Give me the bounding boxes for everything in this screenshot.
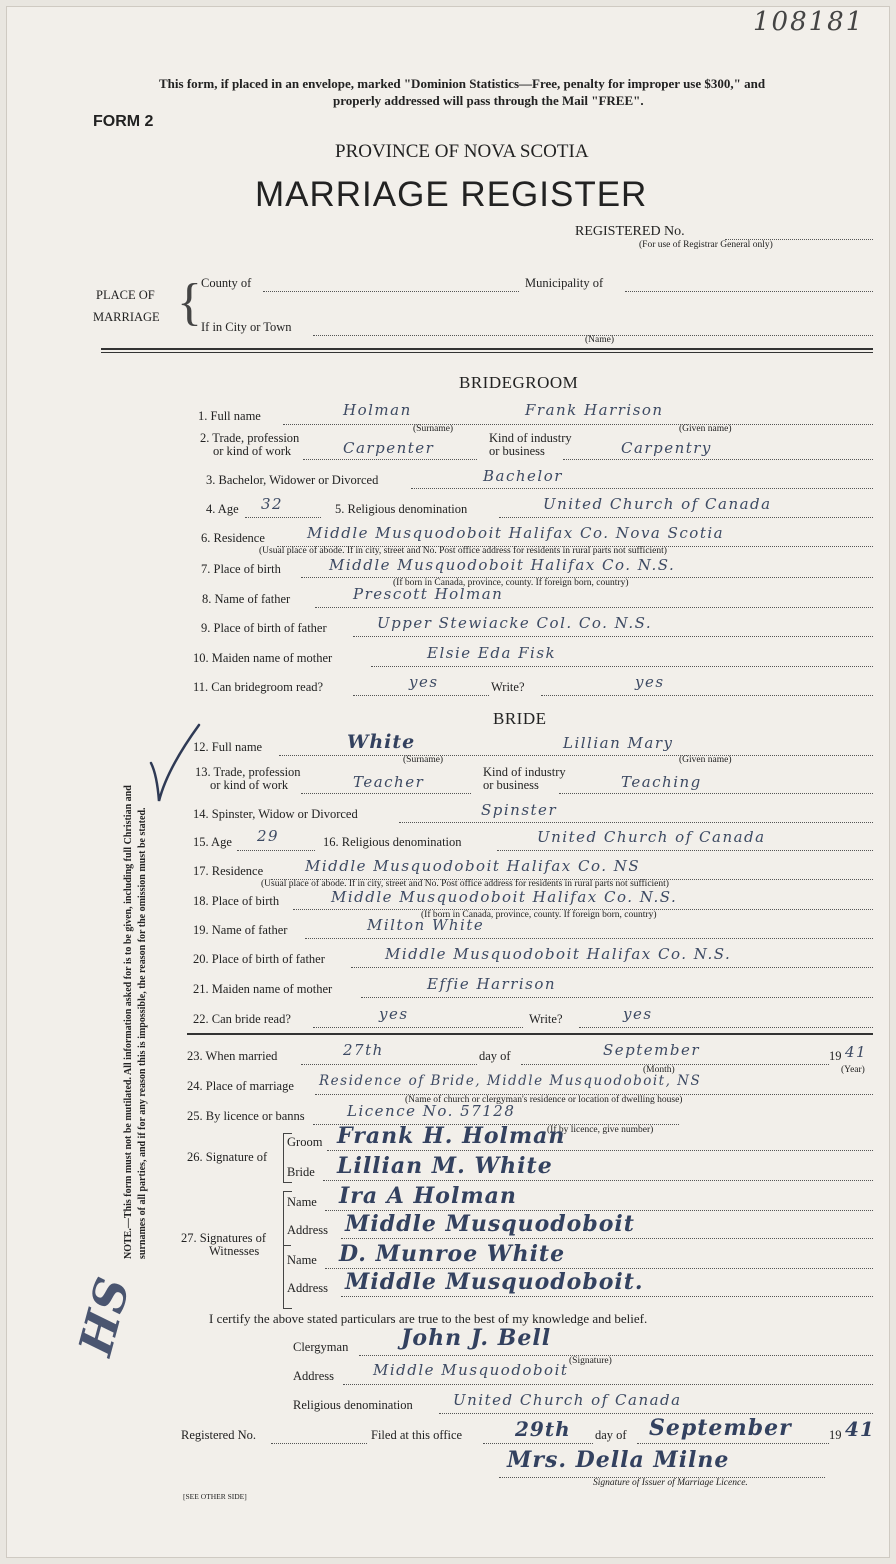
marriage-year: 41: [845, 1043, 868, 1061]
certification-statement: I certify the above stated particulars are true to the best of my knowledge and belief.: [209, 1311, 648, 1326]
marriage-month: September: [603, 1041, 701, 1059]
groom-residence-label: 6. Residence: [201, 531, 265, 545]
witness1-address: Middle Musquodoboit: [345, 1211, 635, 1237]
issuer-note: Signature of Issuer of Marriage Licence.: [593, 1478, 748, 1488]
groom-write-label: Write?: [491, 680, 525, 694]
filed-month: September: [649, 1415, 792, 1441]
bride-write-label: Write?: [529, 1012, 563, 1026]
clergy-address: Middle Musquodoboit: [373, 1361, 569, 1379]
place-of-marriage-label: 24. Place of marriage: [187, 1079, 294, 1093]
groom-full-name-label: 1. Full name: [198, 409, 261, 423]
document-number: 108181: [753, 7, 865, 37]
witness2-address: Middle Musquodoboit.: [345, 1269, 644, 1295]
check-mark-icon: [147, 719, 207, 809]
groom-residence-note: (Usual place of abode. If in city, street and No. Post office address for residents in rural parts not sufficient): [259, 546, 667, 556]
bride-residence-label: 17. Residence: [193, 864, 264, 878]
groom-sig-label: Groom: [287, 1135, 323, 1149]
margin-initials: HS: [68, 1271, 141, 1361]
bride-full-name-label: 12. Full name: [193, 740, 263, 754]
witnesses-label-a: 27. Signatures of: [181, 1231, 267, 1245]
groom-mother-label: 10. Maiden name of mother: [193, 651, 333, 665]
marriage-year-prefix: 19: [829, 1049, 842, 1063]
groom-mother: Elsie Eda Fisk: [427, 644, 557, 662]
witness1-name-label: Name: [287, 1195, 317, 1209]
witness1-name: Ira A Holman: [339, 1183, 517, 1209]
groom-status: Bachelor: [483, 467, 563, 485]
groom-residence: Middle Musquodoboit Halifax Co. Nova Scotia: [307, 524, 725, 542]
groom-father-birth-label: 9. Place of birth of father: [201, 621, 327, 635]
bride-trade-label-b: or kind of work: [210, 778, 289, 792]
groom-trade-label-a: 2. Trade, profession: [200, 431, 300, 445]
register-form: [6, 6, 890, 1558]
licence-label: 25. By licence or banns: [187, 1109, 305, 1123]
groom-industry-label-a: Kind of industry: [489, 431, 572, 445]
witness2-name: D. Munroe White: [339, 1241, 566, 1267]
bride-birth-note: (If born in Canada, province, county. If foreign born, country): [421, 910, 657, 920]
bride-signature: Lillian M. White: [337, 1153, 553, 1179]
bride-mother-label: 21. Maiden name of mother: [193, 982, 333, 996]
groom-industry-label-b: or business: [489, 444, 545, 458]
year-note: (Year): [841, 1065, 865, 1075]
place-of-label: PLACE OF: [96, 288, 155, 302]
groom-surname: Holman: [343, 401, 412, 419]
issuer-signature: Mrs. Della Milne: [507, 1447, 730, 1473]
bride-status: Spinster: [481, 801, 558, 819]
bride-industry-label-a: Kind of industry: [483, 765, 566, 779]
groom-birthplace-label: 7. Place of birth: [201, 562, 281, 576]
marriage-day-label: day of: [479, 1049, 511, 1063]
place-brace: {: [177, 274, 202, 331]
groom-trade-label-b: or kind of work: [213, 444, 292, 458]
clergyman-label: Clergyman: [293, 1340, 349, 1354]
name-note: (Name): [585, 335, 615, 345]
bride-mother: Effie Harrison: [427, 975, 557, 993]
bride-father-birth-label: 20. Place of birth of father: [193, 952, 325, 966]
filed-day-label: day of: [595, 1428, 627, 1442]
bride-given-note: (Given name): [679, 755, 732, 765]
groom-father-label: 8. Name of father: [202, 592, 291, 606]
mail-notice-line-1: This form, if placed in an envelope, marked "Dominion Statistics—Free, penalty for improper use $300," and: [159, 76, 766, 91]
groom-trade: Carpenter: [343, 439, 435, 457]
religious-denomination-label: Religious denomination: [293, 1398, 413, 1412]
bride-age-label: 15. Age: [193, 835, 232, 849]
bride-status-label: 14. Spinster, Widow or Divorced: [193, 807, 358, 821]
groom-father-birthplace: Upper Stewiacke Col. Co. N.S.: [377, 614, 653, 632]
bride-heading: BRIDE: [493, 709, 547, 728]
clergy-address-label: Address: [293, 1369, 334, 1383]
bride-religion-label: 16. Religious denomination: [323, 835, 462, 849]
groom-industry: Carpentry: [621, 439, 712, 457]
side-note-line-1: NOTE.—This form must not be mutilated. All information asked for is to be given, including full Christian and: [123, 785, 134, 1259]
form-label: FORM 2: [93, 113, 154, 130]
side-note-line-2: surnames of all parties, and if for any reason this is impossible, the reason for the omission must be stated.: [137, 807, 148, 1259]
registrar-note: (For use of Registrar General only): [639, 240, 773, 250]
groom-given-note: (Given name): [679, 424, 732, 434]
bride-age: 29: [257, 827, 280, 845]
bride-father-birthplace: Middle Musquodoboit Halifax Co. N.S.: [385, 945, 732, 963]
bride-industry-label-b: or business: [483, 778, 539, 792]
month-note: (Month): [643, 1065, 675, 1075]
county-label: County of: [201, 276, 252, 290]
filed-year: 41: [845, 1417, 875, 1441]
bride-surname-note: (Surname): [403, 755, 444, 765]
groom-status-label: 3. Bachelor, Widower or Divorced: [206, 473, 379, 487]
witness-divider: [283, 1245, 291, 1246]
municipality-label: Municipality of: [525, 276, 604, 290]
witness2-address-label: Address: [287, 1281, 328, 1295]
filed-label: Filed at this office: [371, 1428, 463, 1442]
bride-read-label: 22. Can bride read?: [193, 1012, 291, 1026]
bride-trade: Teacher: [353, 773, 425, 791]
bride-residence: Middle Musquodoboit Halifax Co. NS: [305, 857, 641, 875]
bride-trade-label-a: 13. Trade, profession: [195, 765, 301, 779]
registered-label: Registered No.: [181, 1428, 256, 1442]
groom-write: yes: [635, 673, 665, 691]
witnesses-label-b: Witnesses: [209, 1244, 260, 1258]
licence-number: Licence No. 57128: [347, 1102, 516, 1120]
marriage-day: 27th: [343, 1041, 384, 1059]
filed-day: 29th: [515, 1417, 571, 1441]
groom-birthplace: Middle Musquodoboit Halifax Co. N.S.: [329, 556, 676, 574]
bride-sig-label: Bride: [287, 1165, 315, 1179]
clergy-denomination: United Church of Canada: [453, 1391, 682, 1409]
groom-read-label: 11. Can bridegroom read?: [193, 680, 324, 694]
city-label: If in City or Town: [201, 320, 292, 334]
bride-write: yes: [623, 1005, 653, 1023]
bride-surname: White: [347, 731, 416, 753]
groom-signature: Frank H. Holman: [337, 1123, 566, 1149]
registered-no-label: REGISTERED No.: [575, 224, 685, 239]
when-married-label: 23. When married: [187, 1049, 278, 1063]
bride-father: Milton White: [367, 916, 485, 934]
place-of-marriage: Residence of Bride, Middle Musquodoboit, NS: [319, 1073, 702, 1089]
bride-father-label: 19. Name of father: [193, 923, 288, 937]
bridegroom-heading: BRIDEGROOM: [459, 373, 579, 392]
groom-age: 32: [261, 495, 284, 513]
bride-industry: Teaching: [621, 773, 702, 791]
bride-read: yes: [379, 1005, 409, 1023]
groom-religion-label: 5. Religious denomination: [335, 502, 468, 516]
signature-of-label: 26. Signature of: [187, 1150, 268, 1164]
bride-given-name: Lillian Mary: [563, 734, 674, 752]
groom-surname-note: (Surname): [413, 424, 454, 434]
bride-residence-note: (Usual place of abode. If in city, street and No. Post office address for residents in rural parts not sufficient): [261, 879, 669, 889]
signature-note: (Signature): [569, 1356, 612, 1366]
bride-birthplace: Middle Musquodoboit Halifax Co. N.S.: [331, 888, 678, 906]
groom-age-label: 4. Age: [206, 502, 239, 516]
licence-note: (If by licence, give number): [547, 1125, 654, 1135]
marriage-label: MARRIAGE: [93, 310, 160, 324]
place-note: (Name of church or clergyman's residence or location of dwelling house): [405, 1095, 683, 1105]
see-other-side: [SEE OTHER SIDE]: [183, 1492, 247, 1501]
bride-birthplace-label: 18. Place of birth: [193, 894, 280, 908]
clergyman-signature: John J. Bell: [401, 1325, 552, 1351]
witness2-name-label: Name: [287, 1253, 317, 1267]
witness1-address-label: Address: [287, 1223, 328, 1237]
province-heading: PROVINCE OF NOVA SCOTIA: [335, 141, 589, 162]
groom-religion: United Church of Canada: [543, 495, 772, 513]
filed-year-prefix: 19: [829, 1428, 842, 1442]
groom-read: yes: [409, 673, 439, 691]
groom-given-name: Frank Harrison: [525, 401, 664, 419]
bride-religion: United Church of Canada: [537, 828, 766, 846]
groom-birth-note: (If born in Canada, province, county. If foreign born, country): [393, 578, 629, 588]
groom-father: Prescott Holman: [353, 585, 504, 603]
page-title: MARRIAGE REGISTER: [255, 175, 648, 214]
mail-notice-line-2: properly addressed will pass through the Mail "FREE".: [333, 93, 644, 108]
